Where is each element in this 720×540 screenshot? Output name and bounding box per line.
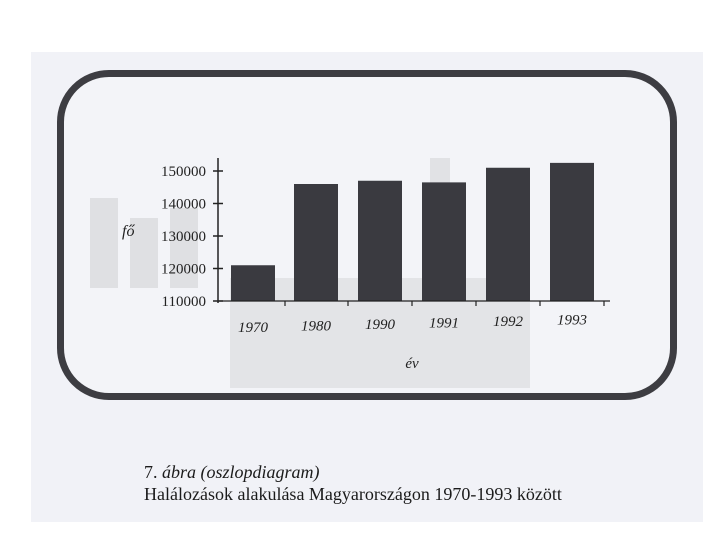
y-tick-label: 150000 bbox=[161, 164, 206, 180]
x-tick-label-1990: 1990 bbox=[365, 317, 395, 333]
figure-type-label: ábra (oszlopdiagram) bbox=[162, 462, 320, 482]
figure-number: 7. bbox=[144, 462, 158, 482]
y-tick-labels bbox=[161, 164, 206, 310]
x-tick-label-1992: 1992 bbox=[493, 314, 523, 330]
bar-1990 bbox=[358, 181, 402, 301]
y-tick-label: 140000 bbox=[161, 196, 206, 213]
bar-1991 bbox=[422, 182, 466, 301]
x-tick-label-1970: 1970 bbox=[238, 320, 268, 336]
y-tick-label: 120000 bbox=[161, 261, 206, 278]
x-tick-labels bbox=[238, 313, 587, 337]
bar-1993 bbox=[550, 163, 594, 301]
x-axis-label: év bbox=[405, 356, 419, 372]
y-tick-label: 110000 bbox=[161, 294, 206, 310]
bars-group bbox=[231, 163, 594, 301]
figure-caption-title: Halálozások alakulása Magyarországon 1970-1993 között bbox=[144, 484, 562, 504]
x-tick-label-1991: 1991 bbox=[429, 315, 459, 332]
y-tick-label: 130000 bbox=[161, 229, 206, 245]
x-tick-label-1980: 1980 bbox=[301, 318, 331, 335]
figure-caption-number bbox=[144, 462, 320, 483]
bar-1980 bbox=[294, 184, 338, 301]
y-axis-label: fő bbox=[122, 223, 135, 240]
bar-1970 bbox=[231, 265, 275, 301]
x-tick-label-1993: 1993 bbox=[557, 312, 587, 329]
bar-1992 bbox=[486, 168, 530, 301]
